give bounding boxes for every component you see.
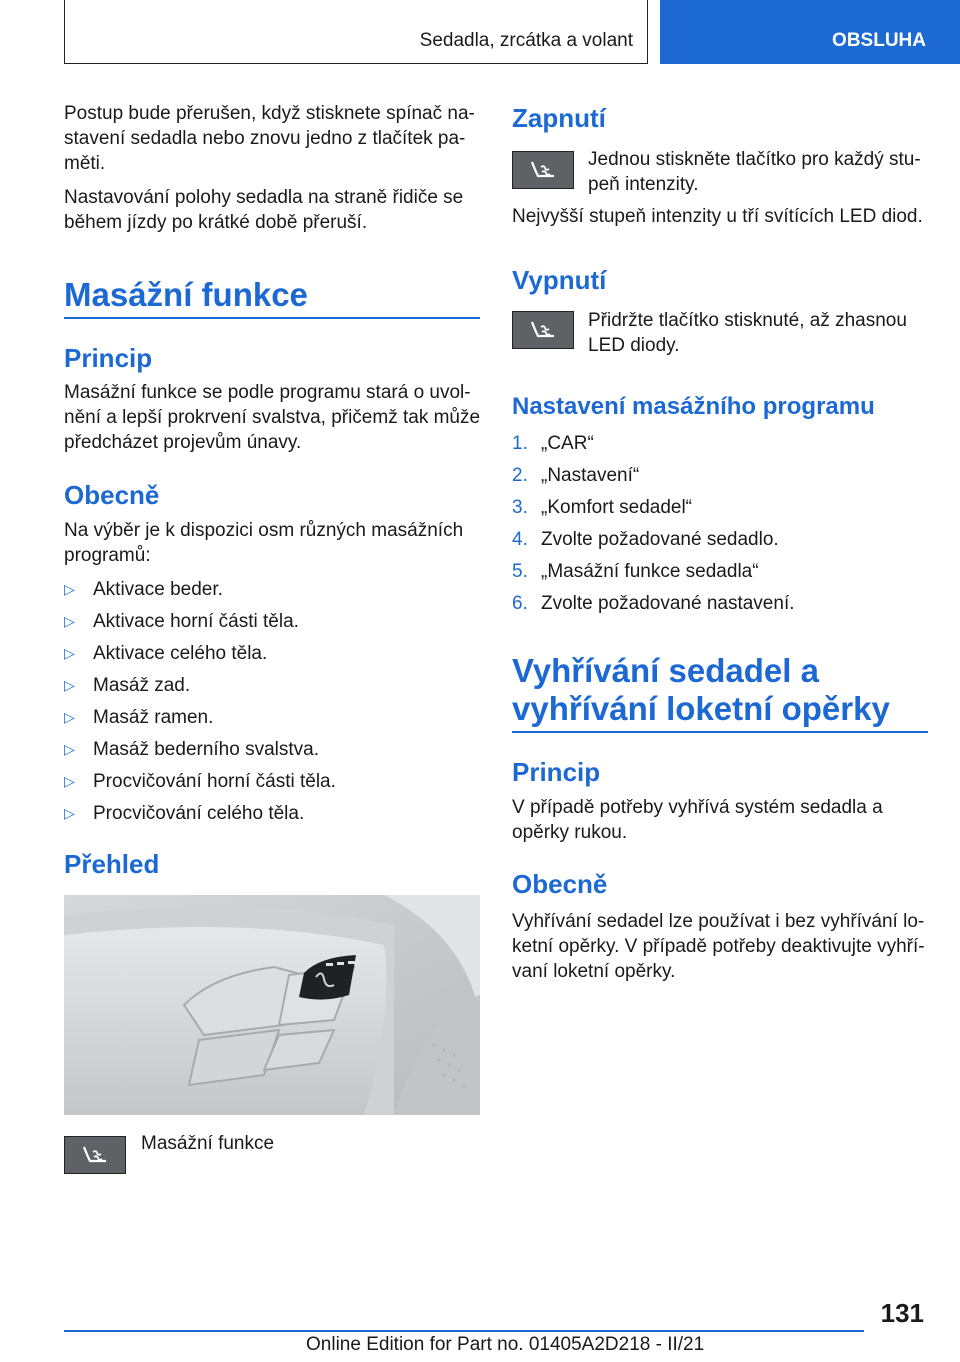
section-rule (512, 731, 928, 733)
bullet-triangle-icon: ▷ (64, 741, 75, 757)
bullet-triangle-icon: ▷ (64, 677, 75, 693)
seat-controls-photo (64, 895, 480, 1115)
princip-paragraph: Masážní funkce se podle programu stará o uvol- nění a lepší prokrvení svalstva, přičemž tak může předcházet projevům únavy. (64, 382, 481, 453)
zapnuti-note: Nejvyšší stupeň intenzity u tří svítících LED diod. (512, 206, 923, 227)
bullet-triangle-icon: ▷ (64, 709, 75, 725)
heading-princip-heating: Princip (512, 757, 601, 787)
section-title-massage: Masážní funkce (64, 276, 308, 313)
footer-rule (64, 1330, 864, 1332)
obecne-paragraph: Na výběr je k dispozici osm různých masážních programů: (64, 520, 464, 566)
page-number: 131 (880, 1298, 924, 1328)
massage-function-icon (64, 1136, 126, 1174)
massage-button-icon (512, 151, 574, 189)
bullet-triangle-icon: ▷ (64, 773, 75, 789)
heading-nastaveni: Nastavení masážního programu (512, 393, 875, 420)
section-title-heating: Vyhřívání sedadel a vyhřívání loketní opěrky (512, 652, 890, 727)
icon-caption: Masážní funkce (141, 1133, 275, 1154)
heading-vypnuti: Vypnutí (512, 265, 607, 295)
vypnuti-paragraph: Přidržte tlačítko stisknuté, až zhasnou LED diody. (588, 310, 907, 356)
intro-paragraph: Postup bude přerušen, když stisknete spínač na- stavení sedadla nebo znovu jedno z tlačítek pa- měti. (64, 103, 475, 174)
massage-button-icon (512, 311, 574, 349)
bullet-triangle-icon: ▷ (64, 613, 75, 629)
header-chapter-tab (660, 0, 960, 64)
section-rule (64, 317, 480, 319)
header-chapter-title: OBSLUHA (832, 30, 926, 51)
header-section-title: Sedadla, zrcátka a volant (419, 30, 633, 51)
bullet-triangle-icon: ▷ (64, 645, 75, 661)
footer-edition: Online Edition for Part no. 01405A2D218 - II/21 (306, 1334, 705, 1355)
heading-obecne: Obecně (64, 480, 160, 510)
intro2-paragraph: Nastavování polohy sedadla na straně řidiče se během jízdy po krátké době přeruší. (64, 187, 464, 233)
heading-obecne-heating: Obecně (512, 869, 608, 899)
zapnuti-paragraph: Jednou stiskněte tlačítko pro každý stu- peň intenzity. (588, 149, 921, 195)
bullet-triangle-icon: ▷ (64, 581, 75, 597)
heading-princip: Princip (64, 343, 153, 373)
obecne-heating-paragraph: Vyhřívání sedadel lze používat i bez vyhřívání lo- ketní opěrky. V případě potřeby deaktivujte vyhří- vaní loketní opěrky. (512, 911, 925, 982)
heading-prehled: Přehled (64, 849, 160, 879)
header-section-tab (64, 0, 648, 64)
princip-heating-paragraph: V případě potřeby vyhřívá systém sedadla a opěrky rukou. (512, 797, 883, 843)
bullet-triangle-icon: ▷ (64, 805, 75, 821)
heading-zapnuti: Zapnutí (512, 103, 606, 133)
